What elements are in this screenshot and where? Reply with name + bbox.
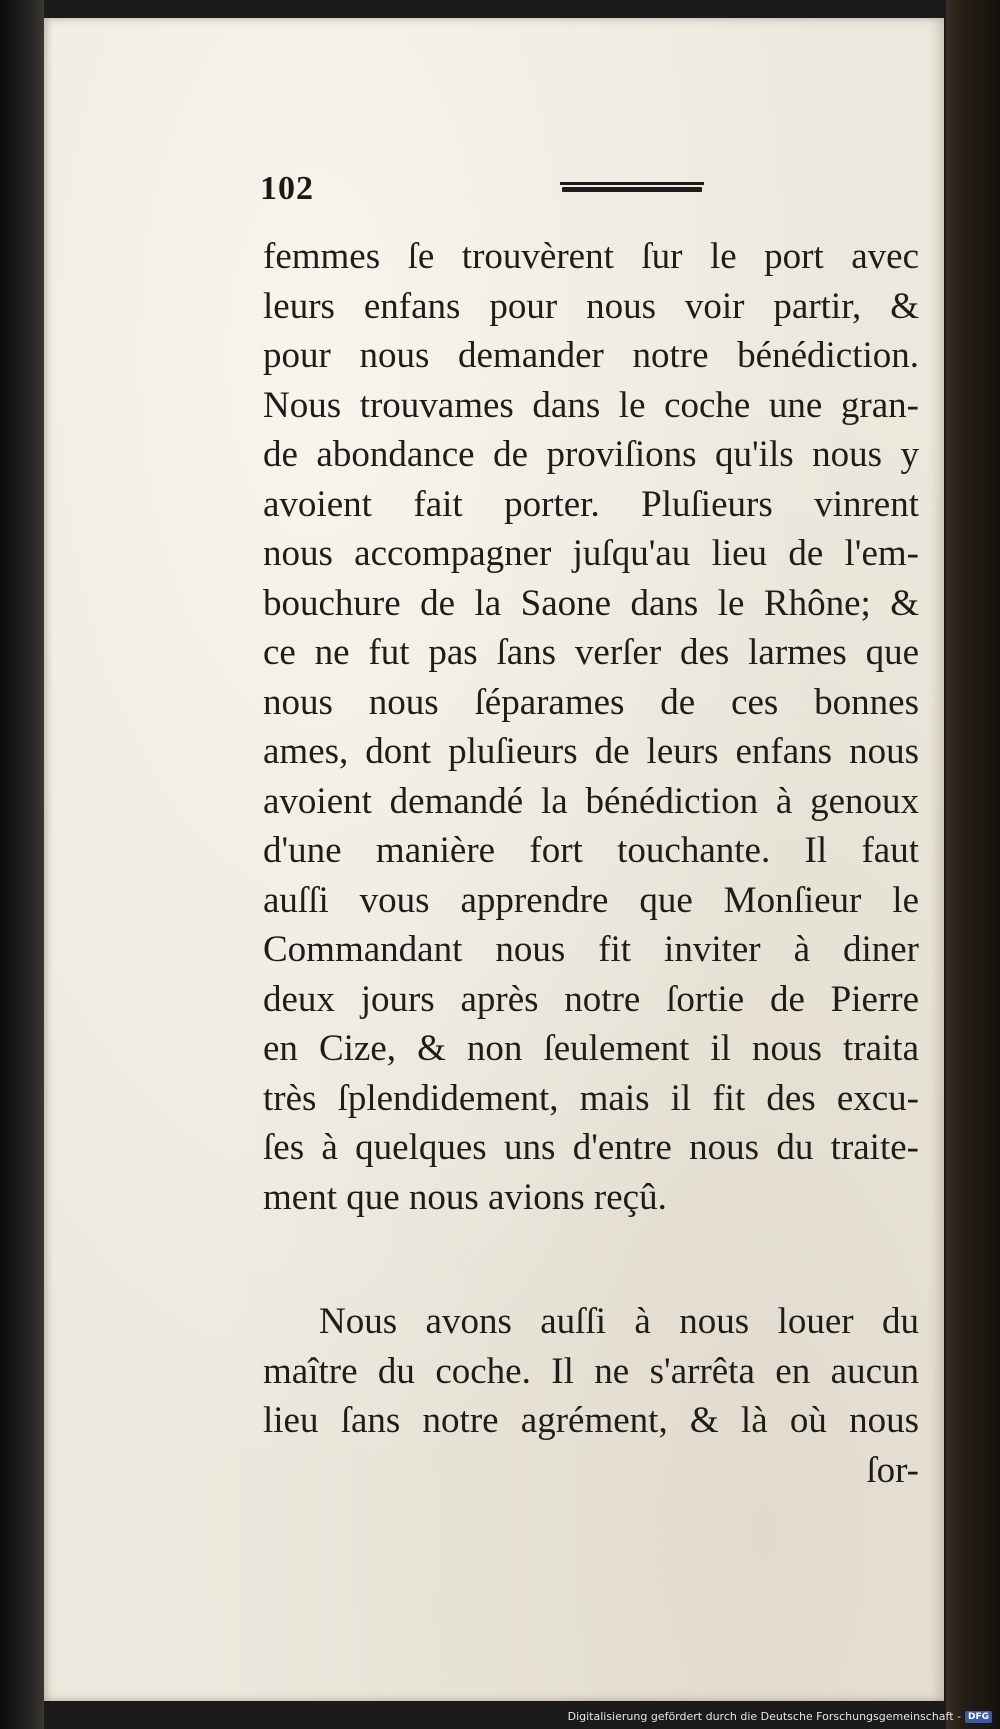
text-line: ment que nous avions reçû. bbox=[263, 1176, 667, 1218]
text-line: ſes à quelques uns d'entre nous du traite- bbox=[263, 1127, 919, 1168]
paragraph-gap bbox=[263, 1222, 919, 1297]
text-line: nous nous ſéparames de ces bonnes bbox=[263, 681, 919, 723]
dfg-logo: DFG bbox=[965, 1711, 992, 1723]
book-binding-left bbox=[0, 0, 44, 1729]
text-line: de abondance de proviſions qu'ils nous y bbox=[263, 434, 919, 475]
text-line: ames, dont pluſieurs de leurs enfans nous bbox=[263, 731, 919, 772]
text-line: nous accompagner juſqu'au lieu de l'em- bbox=[263, 533, 919, 574]
text-line: maître du coche. Il ne s'arrêta en aucun bbox=[263, 1350, 919, 1392]
text-line: en Cize, & non ſeulement il nous traita bbox=[263, 1028, 919, 1069]
text-line: avoient demandé la bénédiction à genoux bbox=[263, 780, 919, 822]
text-line: leurs enfans pour nous voir partir, & bbox=[263, 285, 919, 327]
text-line: Nous trouvames dans le coche une gran- bbox=[263, 384, 919, 426]
text-line: d'une manière fort touchante. Il faut bbox=[263, 830, 919, 871]
text-line: avoient fait porter. Pluſieurs vinrent bbox=[263, 483, 919, 525]
text-line: bouchure de la Saone dans le Rhône; & bbox=[263, 582, 919, 624]
text-line: Nous avons auſſi à nous louer du bbox=[319, 1301, 919, 1342]
text-line: ce ne fut pas ſans verſer des larmes que bbox=[263, 632, 919, 673]
text-line: Commandant nous fit inviter à diner bbox=[263, 929, 919, 970]
text-line: très ſplendidement, mais il fit des excu- bbox=[263, 1077, 919, 1119]
page-text bbox=[263, 232, 919, 1495]
header-rule bbox=[560, 182, 704, 194]
text-line: auſſi vous apprendre que Monſieur le bbox=[263, 879, 919, 921]
paragraph bbox=[263, 1297, 919, 1446]
digitization-credit bbox=[568, 1710, 992, 1723]
catchword: ſor- bbox=[866, 1449, 919, 1491]
text-line: pour nous demander notre bénédiction. bbox=[263, 335, 919, 376]
credit-text: Digitalisierung gefördert durch die Deutsche Forschungsgemeinschaft - bbox=[567, 1710, 961, 1723]
text-line: deux jours après notre ſortie de Pierre bbox=[263, 978, 919, 1020]
text-line: lieu ſans notre agrément, & là où nous bbox=[263, 1400, 919, 1441]
paragraph bbox=[263, 232, 919, 1222]
page-number: 102 bbox=[260, 170, 314, 207]
text-line: femmes ſe trouvèrent ſur le port avec bbox=[263, 236, 919, 277]
book-binding-right bbox=[946, 0, 1000, 1729]
